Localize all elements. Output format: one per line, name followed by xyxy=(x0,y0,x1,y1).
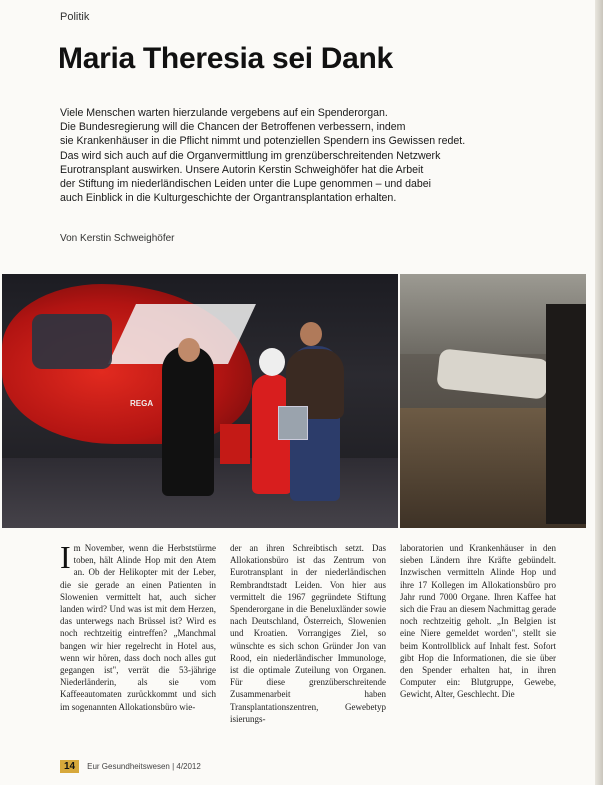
helicopter-photo xyxy=(2,274,398,528)
column-text: der an ihren Schreibtisch setzt. Das Allokationsbüro ist das Zentrum von Eurotransplant in der niederländischen Rembrandtstadt Leiden. Von hier aus vermittelt die 1967 gegründete Stiftung Spenderorgane in die Beneluxländer sowie nach Deutschland, Österreich, Slowenien und Kroatien. Vorrangiges Ziel, so wünschte es sich schon Gründer Jon van Rood, ein niederländischer Immunologe, ist die optimale Zuteilung von Organen. Für diese grenzüberschreitende Zusammenarbeit haben Transplantationszentren, Gewebetyp isierungs- xyxy=(230,543,386,724)
text-column-2 xyxy=(230,542,386,725)
column-text: m November, wenn die Herbststürme toben, hält Alinde Hop mit den Atem an. Ob der Helikopter mit der Leber, die sie gerade an einen Patienten in Slowenien vermittelt hat, auch sicher landen wird? Und was ist mit dem Herzen, das unterwegs nach Brüssel ist? Wird es noch rechtzeitig eintreffen? „Manchmal bangen wir hier regelrecht in Hotel aus, wenn wir hören, dass doch noch alles gut gegangen ist", verrät die 53-jährige Niederländerin, als sie vom Kaffeeautomaten zurückkommt und sich im sogenannten Allokationsbüro wie- xyxy=(60,543,216,712)
author-byline: Von Kerstin Schweighöfer xyxy=(60,233,175,244)
helicopter-label: REGA xyxy=(130,399,154,408)
drop-cap: I xyxy=(60,539,71,575)
lead-line: Viele Menschen warten hierzulande vergebens auf ein Spenderorgan. xyxy=(60,107,388,119)
column-text: laboratorien und Krankenhäuser in den sieben Ländern ihre Kräfte gebündelt. Inzwischen vermitteln Alinde Hop und ihre 17 Kollegen im Allokationsbüro pro Jahr rund 7000 Organe. Ihren Kaffee hat sich die Frau an diesem Nachmittag gerade noch rechtzeitig geholt. „In Belgien ist eine Niere gemeldet worden", stellt sie beim Kontrollblick auf Inhalt fest. Sofort gibt Hop die Informationen, die sie über den Spender erhalten hat, in ihren Computer ein: Blutgruppe, Gewebe, Gewicht, Alter, Geschlecht. Die xyxy=(400,543,556,700)
footer-text: Eur Gesundheitswesen | 4/2012 xyxy=(87,761,201,771)
text-column-3 xyxy=(400,542,556,701)
lead-line: Eurotransplant auswirken. Unsere Autorin Kerstin Schweighöfer hat die Arbeit xyxy=(60,163,424,176)
page-number: 14 xyxy=(60,760,79,773)
text-column-1 xyxy=(60,539,216,713)
man-head xyxy=(300,322,322,346)
photo-shadow xyxy=(546,304,586,524)
article-headline: Maria Theresia sei Dank xyxy=(58,42,393,75)
lead-line: auch Einblick in die Kulturgeschichte der Organtransplantation erhalten. xyxy=(60,192,397,205)
man-in-black-coat xyxy=(162,346,214,496)
lead-line: Die Bundesregierung will die Chancen der Betroffenen verbessern, indem xyxy=(60,121,406,134)
section-label: Politik xyxy=(60,11,90,23)
page-footer xyxy=(60,759,201,773)
stretcher-photo xyxy=(400,274,586,528)
helicopter-window xyxy=(32,314,112,369)
transport-box xyxy=(278,406,308,440)
organ-cooler xyxy=(220,424,250,464)
article-lead xyxy=(60,106,560,205)
stretcher xyxy=(436,348,550,399)
lead-line: der Stiftung im niederländischen Leiden unter die Lupe genommen – und dabei xyxy=(60,178,432,191)
paramedic-helmet xyxy=(259,348,285,376)
page-edge xyxy=(595,0,603,785)
lead-line: sie Krankenhäuser in die Pflicht nimmt und potenziellen Spendern ins Gewissen redet. xyxy=(60,135,466,148)
lead-line: Das wird sich auch auf die Organvermittlung im grenzüberschreitenden Netzwerk xyxy=(60,149,441,162)
man-head xyxy=(178,338,200,362)
